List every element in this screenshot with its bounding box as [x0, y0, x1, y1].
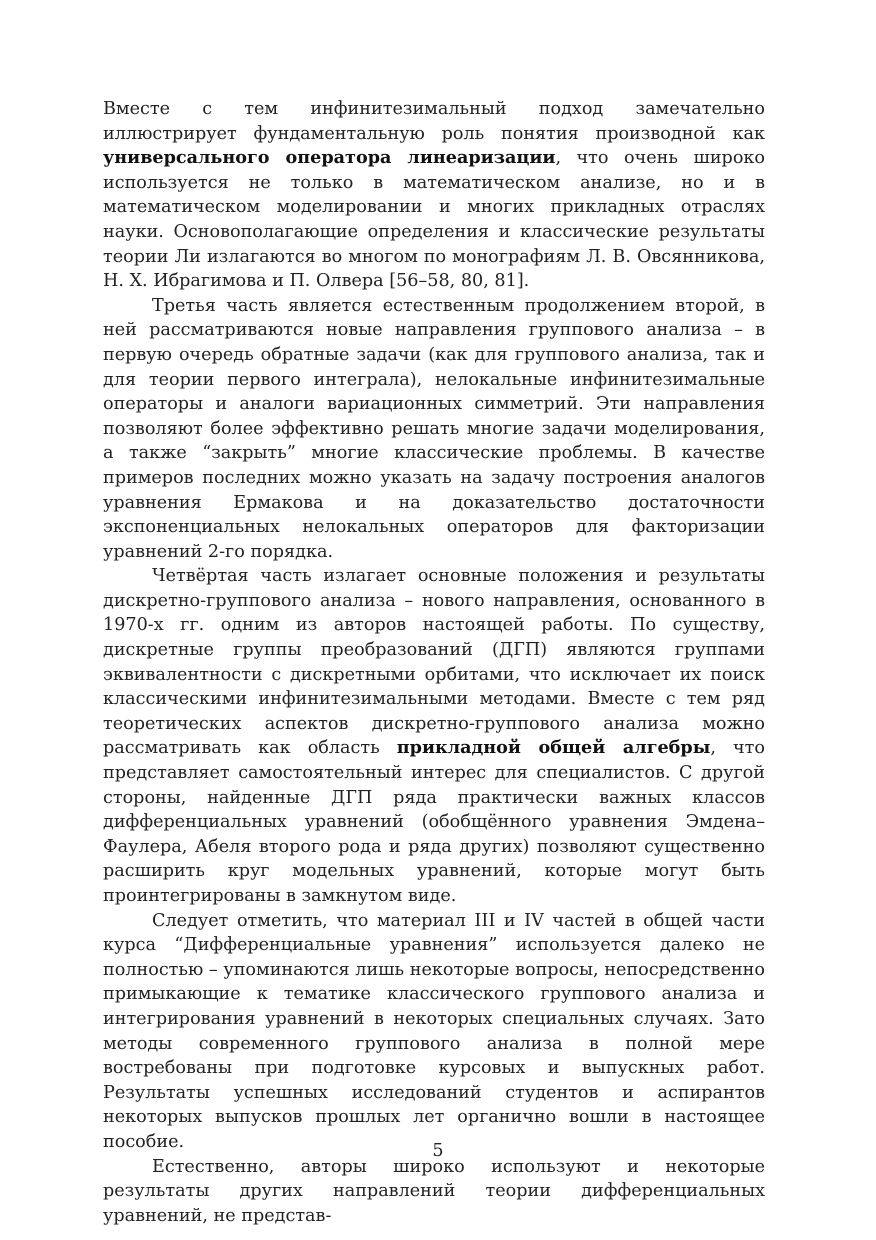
paragraph	[103, 97, 765, 294]
text-run: Третья часть является естественным продолжением второй, в ней рассматриваются новые направления группового анализа – в первую очередь обратные задачи (как для группового анализа, так и для теории первого интеграла), нелокальные инфинитезимальные операторы и аналоги вариационных симметрий. Эти направления позволяют более эффективно решать многие задачи моделирования, а также “закрыть” многие классические проблемы. В качестве примеров последних можно указать на задачу построения аналогов уравнения Ермакова и на доказательство достаточности экспоненциальных нелокальных операторов для факторизации уравнений 2-го порядка.	[103, 295, 765, 562]
paragraph	[103, 909, 765, 1155]
text-run: , что представляет самостоятельный интерес для специалистов. С другой стороны, найденные ДГП ряда практически важных классов дифференциальных уравнений (обобщённого уравнения Эмдена–Фаулера, Абеля второго рода и ряда других) позволяют существенно расширить круг модельных уравнений, которые могут быть проинтегрированы в замкнутом виде.	[103, 738, 765, 906]
text-run: Четвёртая часть излагает основные положения и результаты дискретно-группового анализа – нового направления, основанного в 1970-х гг. одним из авторов настоящей работы. По существу, дискретные группы преобразований (ДГП) являются группами эквивалентности с дискретными орбитами, что исключает их поиск классическими инфинитезимальными методами. Вместе с тем ряд теоретических аспектов дискретно-группового анализа можно рассматривать как область	[103, 566, 765, 759]
text-run: Естественно, авторы широко используют и некоторые результаты других направлений теории дифференциальных уравнений, не представ-	[103, 1156, 765, 1226]
bold-term: прикладной общей алгебры	[396, 737, 711, 759]
paragraph	[103, 564, 765, 908]
paragraph	[103, 294, 765, 565]
page-number: 5	[432, 1141, 444, 1161]
page-body	[103, 97, 765, 1228]
text-run: Вместе с тем инфинитезимальный подход замечательно иллюстрирует фундаментальную роль понятия производной как	[103, 99, 765, 144]
text-run: , что очень широко используется не только в математическом анализе, но и в математическом моделировании и многих прикладных отраслях науки. Основополагающие определения и классические результаты теории Ли излагаются во многом по монографиям Л. В. Овсянникова, Н. Х. Ибрагимова и П. Олвера [56–58, 80, 81].	[103, 148, 765, 292]
text-run: Следует отметить, что материал III и IV частей в общей части курса “Дифференциальные уравнения” используется далеко не полностью – упоминаются лишь некоторые вопросы, непосредственно примыкающие к тематике классического группового анализа и интегрирования уравнений в некоторых специальных случаях. Зато методы современного группового анализа в полной мере востребованы при подготовке курсовых и выпускных работ. Результаты успешных исследований студентов и аспирантов некоторых выпусков прошлых лет органично вошли в настоящее пособие.	[103, 910, 765, 1152]
paragraph	[103, 1155, 765, 1229]
bold-term: универсального оператора линеаризации	[103, 147, 556, 169]
